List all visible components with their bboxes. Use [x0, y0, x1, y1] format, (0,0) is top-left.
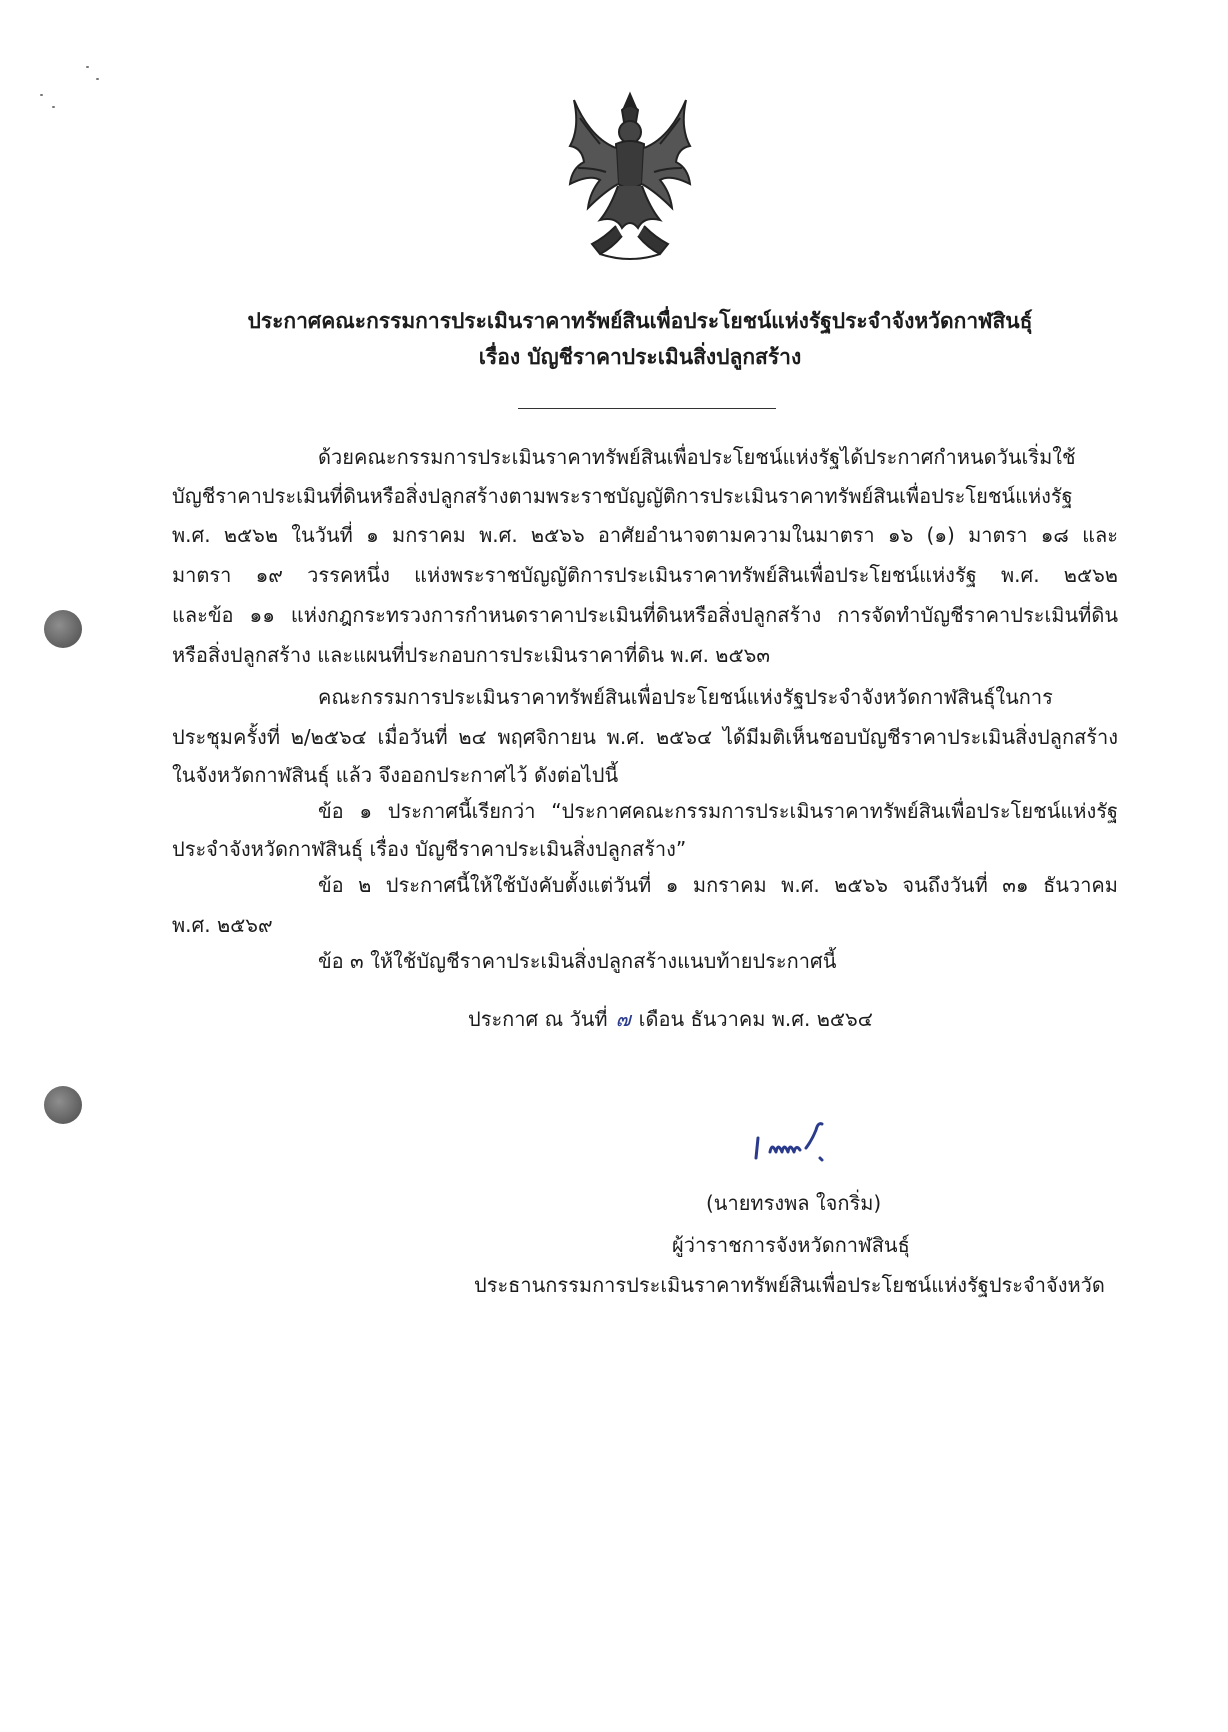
paragraph-line: หรือสิ่งปลูกสร้าง และแผนที่ประกอบการประเมินราคาที่ดิน พ.ศ. ๒๕๖๓ — [172, 643, 770, 667]
clause-line: พ.ศ. ๒๕๖๙ — [172, 913, 273, 937]
dateline-prefix: ประกาศ ณ วันที่ — [468, 1007, 608, 1031]
paragraph-line: พ.ศ. ๒๕๖๒ ในวันที่ ๑ มกราคม พ.ศ. ๒๕๖๖ อาศัยอำนาจตามความในมาตรา ๑๖ (๑) มาตรา ๑๘ และ — [172, 523, 1118, 547]
paragraph-line: ประชุมครั้งที่ ๒/๒๕๖๔ เมื่อวันที่ ๒๔ พฤศจิกายน พ.ศ. ๒๕๖๔ ได้มีมติเห็นชอบบัญชีราคาประเมินสิ่งปลูกสร้าง — [172, 725, 1118, 749]
clause-line: ข้อ ๓ ให้ใช้บัญชีราคาประเมินสิ่งปลูกสร้างแนบท้ายประกาศนี้ — [318, 949, 837, 973]
clause-line: ประจำจังหวัดกาฬสินธุ์ เรื่อง บัญชีราคาประเมินสิ่งปลูกสร้าง” — [172, 837, 687, 861]
scan-speck — [40, 94, 43, 96]
punch-hole — [44, 610, 82, 648]
paragraph-line: ในจังหวัดกาฬสินธุ์ แล้ว จึงออกประกาศไว้ ดังต่อไปนี้ — [172, 763, 619, 787]
paragraph-line: มาตรา ๑๙ วรรคหนึ่ง แห่งพระราชบัญญัติการประเมินราคาทรัพย์สินเพื่อประโยชน์แห่งรัฐ พ.ศ. ๒๕๖๒ — [172, 563, 1118, 587]
paragraph-line: บัญชีราคาประเมินที่ดินหรือสิ่งปลูกสร้างตามพระราชบัญญัติการประเมินราคาทรัพย์สินเพื่อประโยชน์แห่งรัฐ — [172, 484, 1073, 508]
dateline-suffix: เดือน ธันวาคม พ.ศ. ๒๕๖๔ — [638, 1007, 873, 1031]
signatory-position: ผู้ว่าราชการจังหวัดกาฬสินธุ์ — [672, 1233, 910, 1257]
dateline — [468, 1004, 873, 1034]
clause-line: ข้อ ๒ ประกาศนี้ให้ใช้บังคับตั้งแต่วันที่ ๑ มกราคม พ.ศ. ๒๕๖๖ จนถึงวันที่ ๓๑ ธันวาคม — [318, 873, 1118, 897]
announcement-title: ประกาศคณะกรรมการประเมินราคาทรัพย์สินเพื่อประโยชน์แห่งรัฐประจำจังหวัดกาฬสินธุ์ — [247, 309, 1033, 333]
signatory-name: (นายทรงพล ใจกริ่ม) — [706, 1191, 882, 1215]
scan-speck — [96, 78, 99, 80]
handwritten-signature — [752, 1118, 862, 1168]
garuda-emblem — [560, 88, 700, 264]
punch-hole — [44, 1086, 82, 1124]
paragraph-line: ด้วยคณะกรรมการประเมินราคาทรัพย์สินเพื่อประโยชน์แห่งรัฐได้ประกาศกำหนดวันเริ่มใช้ — [318, 445, 1076, 469]
title-divider — [518, 408, 776, 409]
scan-speck — [52, 106, 55, 108]
signatory-role: ประธานกรรมการประเมินราคาทรัพย์สินเพื่อประโยชน์แห่งรัฐประจำจังหวัด — [474, 1273, 1105, 1297]
paragraph-line: และข้อ ๑๑ แห่งกฎกระทรวงการกำหนดราคาประเมินที่ดินหรือสิ่งปลูกสร้าง การจัดทำบัญชีราคาประเมินที่ดิน — [172, 603, 1118, 627]
dateline-day: ๗ — [615, 1007, 631, 1031]
paragraph-line: คณะกรรมการประเมินราคาทรัพย์สินเพื่อประโยชน์แห่งรัฐประจำจังหวัดกาฬสินธุ์ในการ — [318, 685, 1053, 709]
clause-line: ข้อ ๑ ประกาศนี้เรียกว่า “ประกาศคณะกรรมการประเมินราคาทรัพย์สินเพื่อประโยชน์แห่งรัฐ — [318, 799, 1118, 823]
scan-speck — [86, 66, 89, 68]
announcement-subject: เรื่อง บัญชีราคาประเมินสิ่งปลูกสร้าง — [478, 345, 802, 369]
